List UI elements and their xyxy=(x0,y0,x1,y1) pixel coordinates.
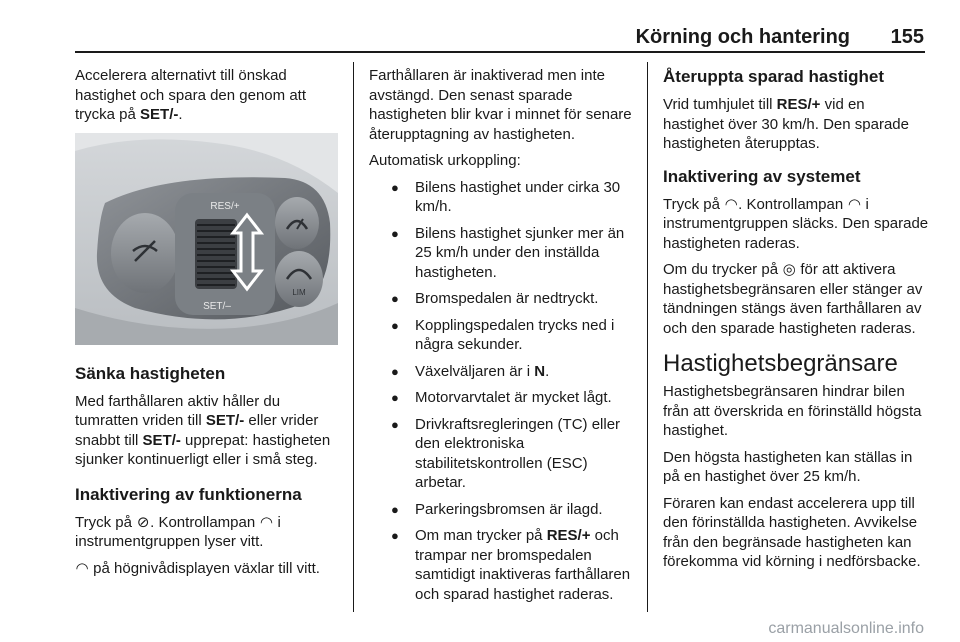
watermark: carmanualsonline.info xyxy=(768,620,924,637)
paragraph: Den högsta hastigheten kan ställas in på en hastighet över 25 km/h. xyxy=(663,448,913,485)
paragraph: Vrid tumhjulet till RES/+ vid en hastighet över 30 km/h. Den sparade hastigheten återupptas. xyxy=(663,96,909,152)
column-divider xyxy=(647,62,648,612)
speed-limiter-icon: ◎ xyxy=(782,261,796,278)
paragraph: Automatisk urkoppling: xyxy=(369,152,521,169)
steering-controls-illustration xyxy=(75,133,338,345)
list-item: ● Om man trycker på RES/+ och trampar ner bromspedalen samtidigt inaktiveras farthållaren och sparad hastighet raderas. xyxy=(369,526,639,604)
page-number: 155 xyxy=(890,26,924,48)
list-item: ● Motorvarvtalet är mycket lågt. xyxy=(369,388,639,408)
paragraph: Tryck på ⊘. Kontrollampan ◠ i instrumentgruppen lyser vitt. xyxy=(75,513,281,550)
column-1 xyxy=(75,66,343,585)
section-heading: Sänka hastigheten xyxy=(75,363,226,383)
cruise-control-lamp-icon: ◠ xyxy=(847,195,861,213)
list-item: ● Bilens hastighet sjunker mer än 25 km/h under den inställda hastigheten. xyxy=(369,224,639,283)
section-heading: Återuppta sparad hastighet xyxy=(663,67,885,86)
limiter-button[interactable] xyxy=(275,251,323,307)
set-label: SET/– xyxy=(203,300,231,312)
list-item: ● Parkeringsbromsen är ilagd. xyxy=(369,500,639,520)
list-item: ● Växelväljaren är i N. xyxy=(369,362,639,382)
cruise-control-lamp-icon: ◠ xyxy=(259,513,273,531)
paragraph: Farthållaren är inaktiverad men inte avstängd. Den senast sparade hastigheten blir kvar i minnet för senare återupptagning av hastigheten. xyxy=(369,67,632,143)
auto-disengage-list xyxy=(369,178,639,605)
column-3 xyxy=(663,66,929,579)
steering-wheel-controls-figure xyxy=(75,133,338,345)
page-header xyxy=(0,0,960,52)
section-heading: Inaktivering av systemet xyxy=(663,166,861,186)
cruise-off-icon: ⊘ xyxy=(136,513,150,531)
paragraph: Föraren kan endast accelerera upp till den förinställda hastigheten. Avvikelse från den begränsade hastigheten kan förekomma vid körning i nedförsbacke. xyxy=(663,494,921,570)
list-item: ● Bromspedalen är nedtryckt. xyxy=(369,289,639,309)
list-item: ● Kopplingspedalen trycks ned i några sekunder. xyxy=(369,316,639,355)
paragraph: Med farthållaren aktiv håller du tumratten vriden till SET/- eller vrider snabbt till SET/- upprepat: hastigheten sjunker kontinuerligt eller i små steg. xyxy=(75,392,331,468)
cruise-button[interactable] xyxy=(275,197,319,249)
list-item: ● Bilens hastighet under cirka 30 km/h. xyxy=(369,178,639,217)
column-divider xyxy=(353,62,354,612)
paragraph: Hastighetsbegränsaren hindrar bilen från att överskrida en förinställd högsta hastighet. xyxy=(663,383,922,439)
chapter-heading: Hastighetsbegränsare xyxy=(663,350,898,377)
cruise-control-lamp-icon: ◠ xyxy=(724,195,738,213)
list-item: ● Drivkraftsregleringen (TC) eller den elektroniska stabilitetskontrollen (ESC) arbetar. xyxy=(369,415,639,493)
paragraph: Tryck på ◠. Kontrollampan ◠ i instrumentgruppen släcks. Den sparade hastigheten raderas. xyxy=(663,195,929,252)
lim-label: LIM xyxy=(292,287,306,297)
paragraph: ◠ på högnivådisplayen växlar till vitt. xyxy=(75,559,320,577)
res-label: RES/+ xyxy=(210,200,240,212)
header-title: Körning och hantering xyxy=(635,26,850,48)
paragraph: Om du trycker på ◎ för att aktivera hastighetsbegränsaren eller stänger av tändningen stängs även farthållaren av och den sparade hastigheten raderas. xyxy=(663,261,923,337)
intro-paragraph: Accelerera alternativt till önskad hastighet och spara den genom att trycka på SET/-. xyxy=(75,67,306,123)
section-heading: Inaktivering av funktionerna xyxy=(75,484,302,504)
column-2 xyxy=(369,66,639,611)
header-rule xyxy=(75,51,925,53)
cruise-control-lamp-icon: ◠ xyxy=(75,559,89,577)
